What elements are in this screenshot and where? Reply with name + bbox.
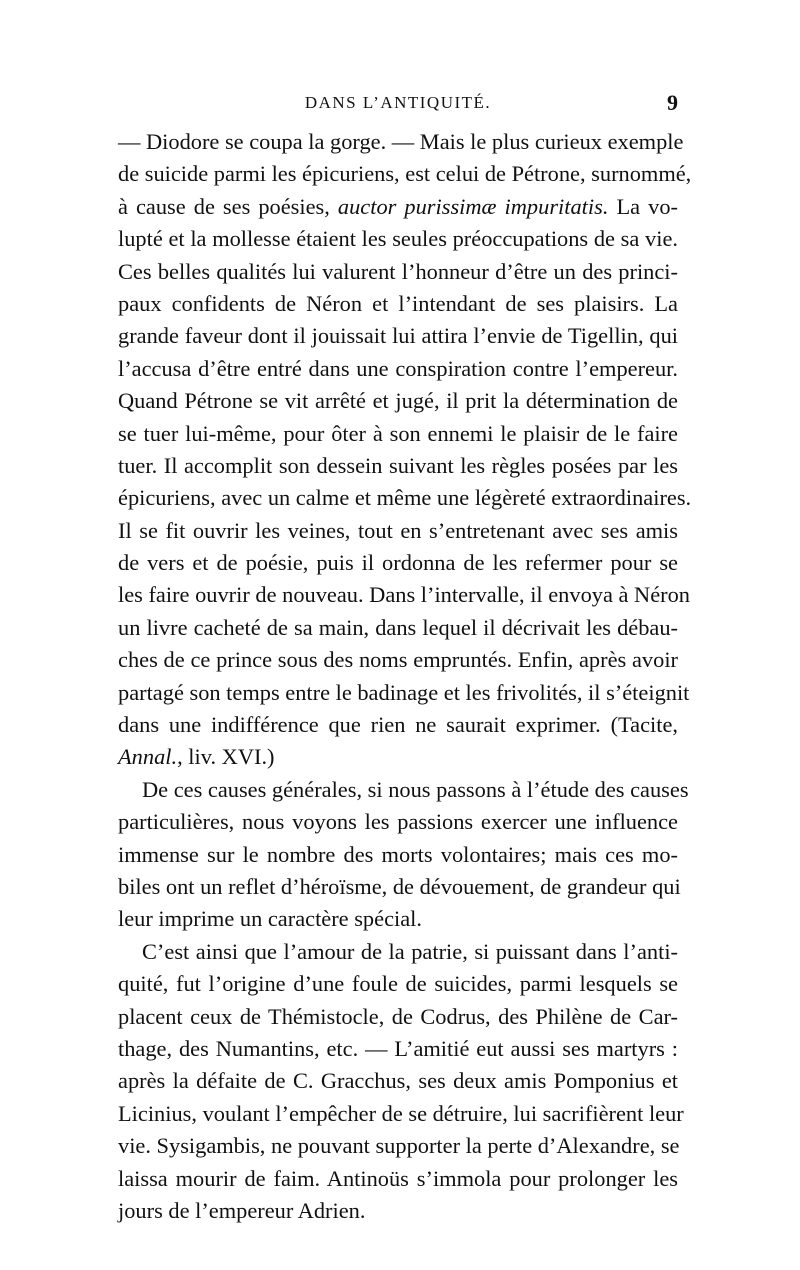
text-run: lupté et la mollesse étaient les seules préoccupations de sa vie.	[118, 226, 678, 252]
text-run: après la défaite de C. Gracchus, ses deux amis Pomponius et	[118, 1068, 678, 1094]
text-line	[118, 1033, 678, 1065]
text-line	[118, 126, 684, 158]
text-line	[118, 871, 681, 903]
text-run: immense sur le nombre des morts volontaires; mais ces mo-	[118, 841, 678, 867]
text-line	[118, 968, 678, 1000]
text-line	[118, 223, 678, 255]
text-line	[118, 191, 678, 223]
text-line	[118, 1065, 678, 1097]
text-line	[118, 612, 678, 644]
text-run: paux confidents de Néron et l’intendant de ses plaisirs. La	[118, 290, 678, 316]
text-run: particulières, nous voyons les passions exercer une influence	[118, 809, 678, 835]
text-line	[118, 385, 678, 417]
text-run: Il se fit ouvrir les veines, tout en s’entretenant avec ses amis	[118, 517, 678, 543]
text-run: C’est ainsi que l’amour de la patrie, si puissant dans l’anti-	[142, 938, 678, 964]
text-line	[118, 1195, 678, 1227]
text-line	[118, 482, 692, 514]
text-run: ches de ce prince sous des noms empruntés. Enfin, après avoir	[118, 647, 678, 673]
text-run: laissa mourir de faim. Antinoüs s’immola pour prolonger les	[118, 1165, 678, 1191]
text-line	[118, 320, 678, 352]
text-line	[118, 677, 690, 709]
text-line	[118, 579, 690, 611]
text-run: un livre cacheté de sa main, dans lequel il décrivait les débau-	[118, 614, 678, 640]
running-title: DANS L’ANTIQUITÉ.	[304, 93, 492, 112]
text-line	[118, 450, 678, 482]
text-run: thage, des Numantins, etc. — L’amitié eut aussi ses martyrs :	[118, 1035, 678, 1061]
text-line	[118, 256, 678, 288]
text-run: l’accusa d’être entré dans une conspiration contre l’empereur.	[118, 355, 678, 381]
text-run: placent ceux de Thémistocle, de Codrus, des Philène de Car-	[118, 1003, 678, 1029]
text-line	[118, 1001, 678, 1033]
text-line	[118, 741, 678, 773]
text-line	[118, 353, 678, 385]
text-line	[118, 1098, 684, 1130]
text-line	[118, 547, 678, 579]
text-run: Ces belles qualités lui valurent l’honneur d’être un des princi-	[118, 258, 678, 284]
text-run: partagé son temps entre le badinage et les frivolités, il s’éteignit	[118, 679, 690, 705]
text-run: La vo-	[608, 193, 678, 219]
italic-text: Annal.	[118, 744, 178, 770]
text-line	[118, 1130, 678, 1162]
text-run: De ces causes générales, si nous passons à l’étude des causes	[142, 776, 689, 802]
text-run: dans une indifférence que rien ne saurait exprimer. (Tacite,	[118, 712, 678, 738]
text-run: , liv. XVI.)	[177, 744, 275, 770]
text-line	[118, 418, 678, 450]
page-number: 9	[667, 90, 678, 115]
text-line	[118, 1163, 678, 1195]
text-run: de suicide parmi les épicuriens, est celui de Pétrone, surnommé,	[118, 161, 692, 187]
text-line	[118, 774, 689, 806]
text-run: quité, fut l’origine d’une foule de suicides, parmi lesquels se	[118, 971, 678, 997]
text-run: de vers et de poésie, puis il ordonna de les refermer pour se	[118, 550, 678, 576]
text-run: Quand Pétrone se vit arrêté et jugé, il prit la détermination de	[118, 388, 678, 414]
text-run: jours de l’empereur Adrien.	[118, 1197, 366, 1223]
text-run: vie. Sysigambis, ne pouvant supporter la perte d’Alexandre, se	[118, 1133, 680, 1159]
text-line	[118, 644, 678, 676]
italic-text: auctor purissimæ impuritatis.	[337, 193, 609, 219]
text-run: les faire ouvrir de nouveau. Dans l’intervalle, il envoya à Néron	[118, 582, 690, 608]
text-line	[118, 709, 678, 741]
text-line	[118, 936, 678, 968]
text-run: biles ont un reflet d’héroïsme, de dévouement, de grandeur qui	[118, 873, 681, 899]
text-run: — Diodore se coupa la gorge. — Mais le plus curieux exemple	[118, 129, 684, 154]
text-line	[118, 288, 678, 320]
text-run: Licinius, voulant l’empêcher de se détruire, lui sacrifièrent leur	[118, 1100, 684, 1126]
text-line	[118, 839, 678, 871]
text-run: à cause de ses poésies,	[118, 193, 338, 219]
text-run: se tuer lui-même, pour ôter à son ennemi le plaisir de le faire	[118, 420, 678, 446]
text-run: leur imprime un caractère spécial.	[118, 906, 422, 932]
text-line	[118, 903, 678, 935]
text-run: tuer. Il accomplit son dessein suivant les règles posées par les	[118, 452, 678, 478]
text-run: épicuriens, avec un calme et même une légèreté extraordinaires.	[118, 485, 692, 511]
text-line	[118, 515, 678, 547]
running-header	[118, 88, 678, 118]
text-line	[118, 806, 678, 838]
text-line	[118, 158, 692, 190]
body-text	[118, 126, 692, 1227]
text-run: grande faveur dont il jouissait lui attira l’envie de Tigellin, qui	[118, 323, 678, 349]
